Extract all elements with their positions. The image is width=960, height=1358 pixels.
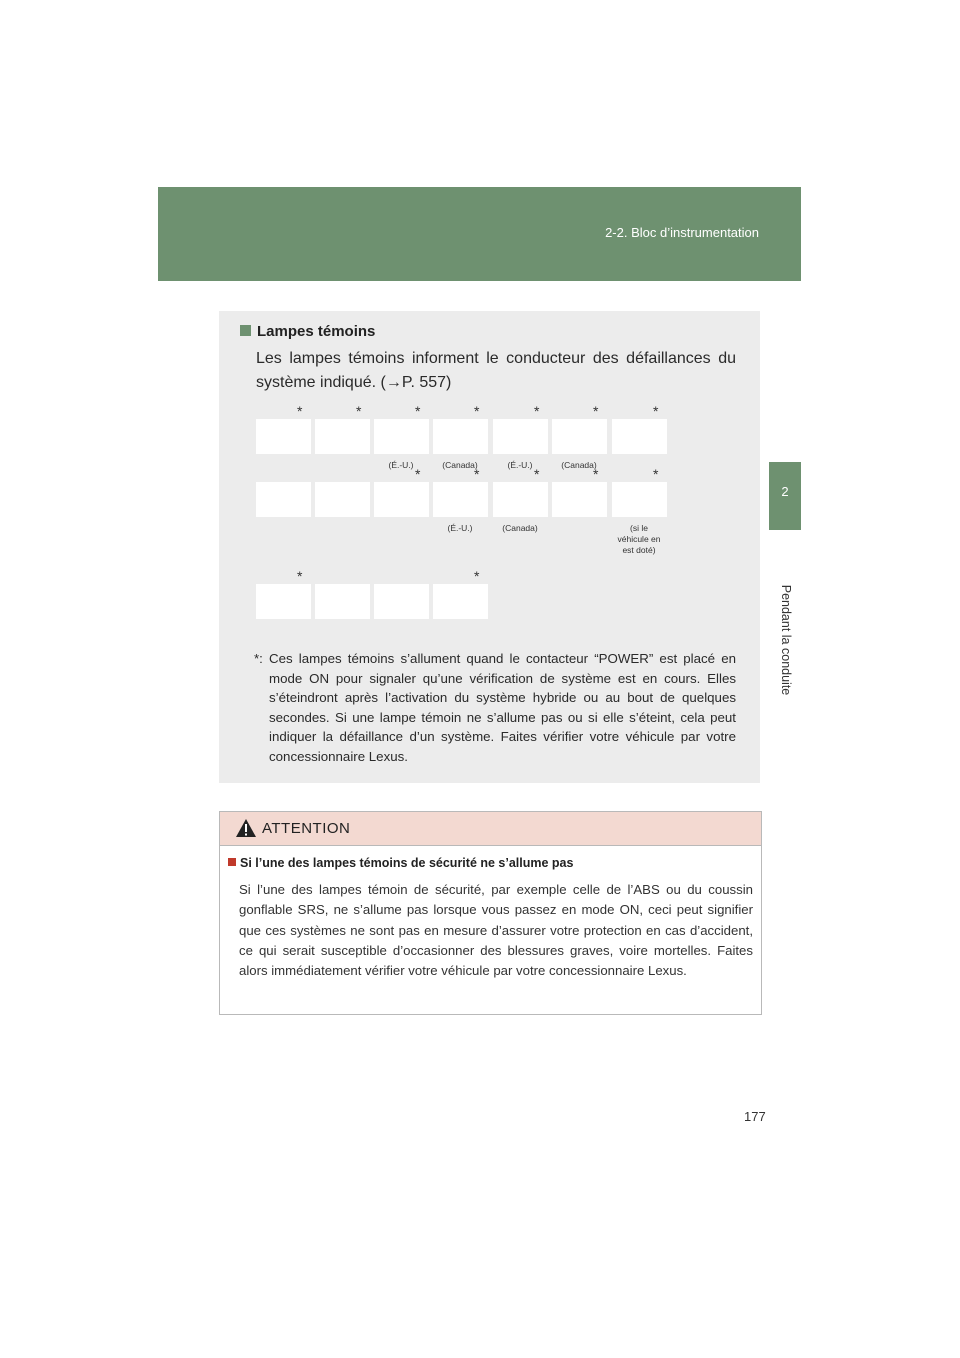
attention-subheading-text: Si l’une des lampes témoins de sécurité ne s’allume pas <box>240 856 574 870</box>
warning-lamp-icon <box>256 482 311 517</box>
lamp-caption: (Canada) <box>442 460 478 470</box>
lamp-caption: (Canada) <box>502 523 538 533</box>
attention-header <box>220 812 761 846</box>
lamp-asterisk: * <box>534 403 540 419</box>
lamp-caption: (si le véhicule en est doté) <box>617 523 661 555</box>
warning-lamp-icon <box>433 482 488 517</box>
chapter-side-tab <box>769 462 801 530</box>
attention-body: Si l’une des lampes témoin de sécurité, par exemple celle de l’ABS ou du coussin gonflable SRS, ne s’allume pas lorsque vous passez en mode ON, ceci peut signifier que ces systèmes ne sont pas en mesure d’assurer votre protection en cas d’accident, ce qui serait susceptible d’occasionner des blessures graves, voire mortelles. Faites alors immédiatement vérifier votre véhicule par votre concessionnaire Lexus. <box>239 882 753 979</box>
attention-box <box>219 811 762 1015</box>
section-heading <box>240 323 375 340</box>
lamp-caption: (É.-U.) <box>447 523 473 533</box>
chapter-side-label: Pendant la conduite <box>779 584 793 696</box>
warning-lamp-icon <box>493 419 548 454</box>
chapter-header-band <box>158 187 801 281</box>
lamp-asterisk: * <box>534 466 540 482</box>
attention-subheading <box>228 856 573 870</box>
warning-lamp-icon <box>374 419 429 454</box>
warning-lamp-icon <box>433 584 488 619</box>
warning-lamp-icon <box>374 482 429 517</box>
footnote <box>254 649 736 767</box>
footnote-text: Ces lampes témoins s’allument quand le contacteur “POWER” est placé en mode ON pour signaler qu’une vérification de système est en cours. Elles s’éteindront après l’activation du système hybride ou au bout de quelques secondes. Si une lampe témoin ne s’allume pas ou si elle s’éteint, cela peut indiquer la défaillance d’un système. Faites vérifier votre véhicule par votre concessionnaire Lexus. <box>269 651 736 764</box>
chapter-section-title: 2-2. Bloc d’instrumentation <box>605 225 759 240</box>
warning-lamp-icon <box>256 419 311 454</box>
warning-lamp-icon <box>374 584 429 619</box>
section-intro: Les lampes témoins informent le conducteur des défaillances du système indiqué. (→P. 557) <box>256 350 736 391</box>
lamp-asterisk: * <box>474 403 480 419</box>
lamp-asterisk: * <box>474 568 480 584</box>
footnote-mark: *: <box>254 651 263 666</box>
lamp-caption: (É.-U.) <box>388 460 414 470</box>
attention-title: ATTENTION <box>262 820 351 837</box>
warning-lamps-panel <box>219 311 760 783</box>
warning-lamp-icon <box>552 482 607 517</box>
lamp-caption: (Canada) <box>561 460 597 470</box>
warning-lamp-icon <box>612 419 667 454</box>
warning-lamp-icon <box>433 419 488 454</box>
lamp-asterisk: * <box>415 403 421 419</box>
warning-lamp-icon <box>256 584 311 619</box>
warning-lamp-icon <box>315 584 370 619</box>
lamp-asterisk: * <box>297 568 303 584</box>
square-bullet-icon <box>240 325 251 336</box>
warning-lamp-icon <box>493 482 548 517</box>
lamp-asterisk: * <box>297 403 303 419</box>
lamp-asterisk: * <box>474 466 480 482</box>
section-heading-text: Lampes témoins <box>257 323 376 340</box>
warning-lamp-icon <box>315 482 370 517</box>
lamp-asterisk: * <box>415 466 421 482</box>
warning-triangle-icon <box>235 818 257 838</box>
page-number: 177 <box>744 1109 766 1124</box>
lamp-asterisk: * <box>356 403 362 419</box>
lamp-caption: (É.-U.) <box>507 460 533 470</box>
warning-lamp-icon <box>612 482 667 517</box>
lamp-asterisk: * <box>653 403 659 419</box>
square-bullet-icon <box>228 858 236 866</box>
warning-lamp-icon <box>315 419 370 454</box>
lamp-asterisk: * <box>593 466 599 482</box>
lamp-asterisk: * <box>593 403 599 419</box>
chapter-number: 2 <box>781 484 789 499</box>
warning-lamp-icon <box>552 419 607 454</box>
lamp-asterisk: * <box>653 466 659 482</box>
